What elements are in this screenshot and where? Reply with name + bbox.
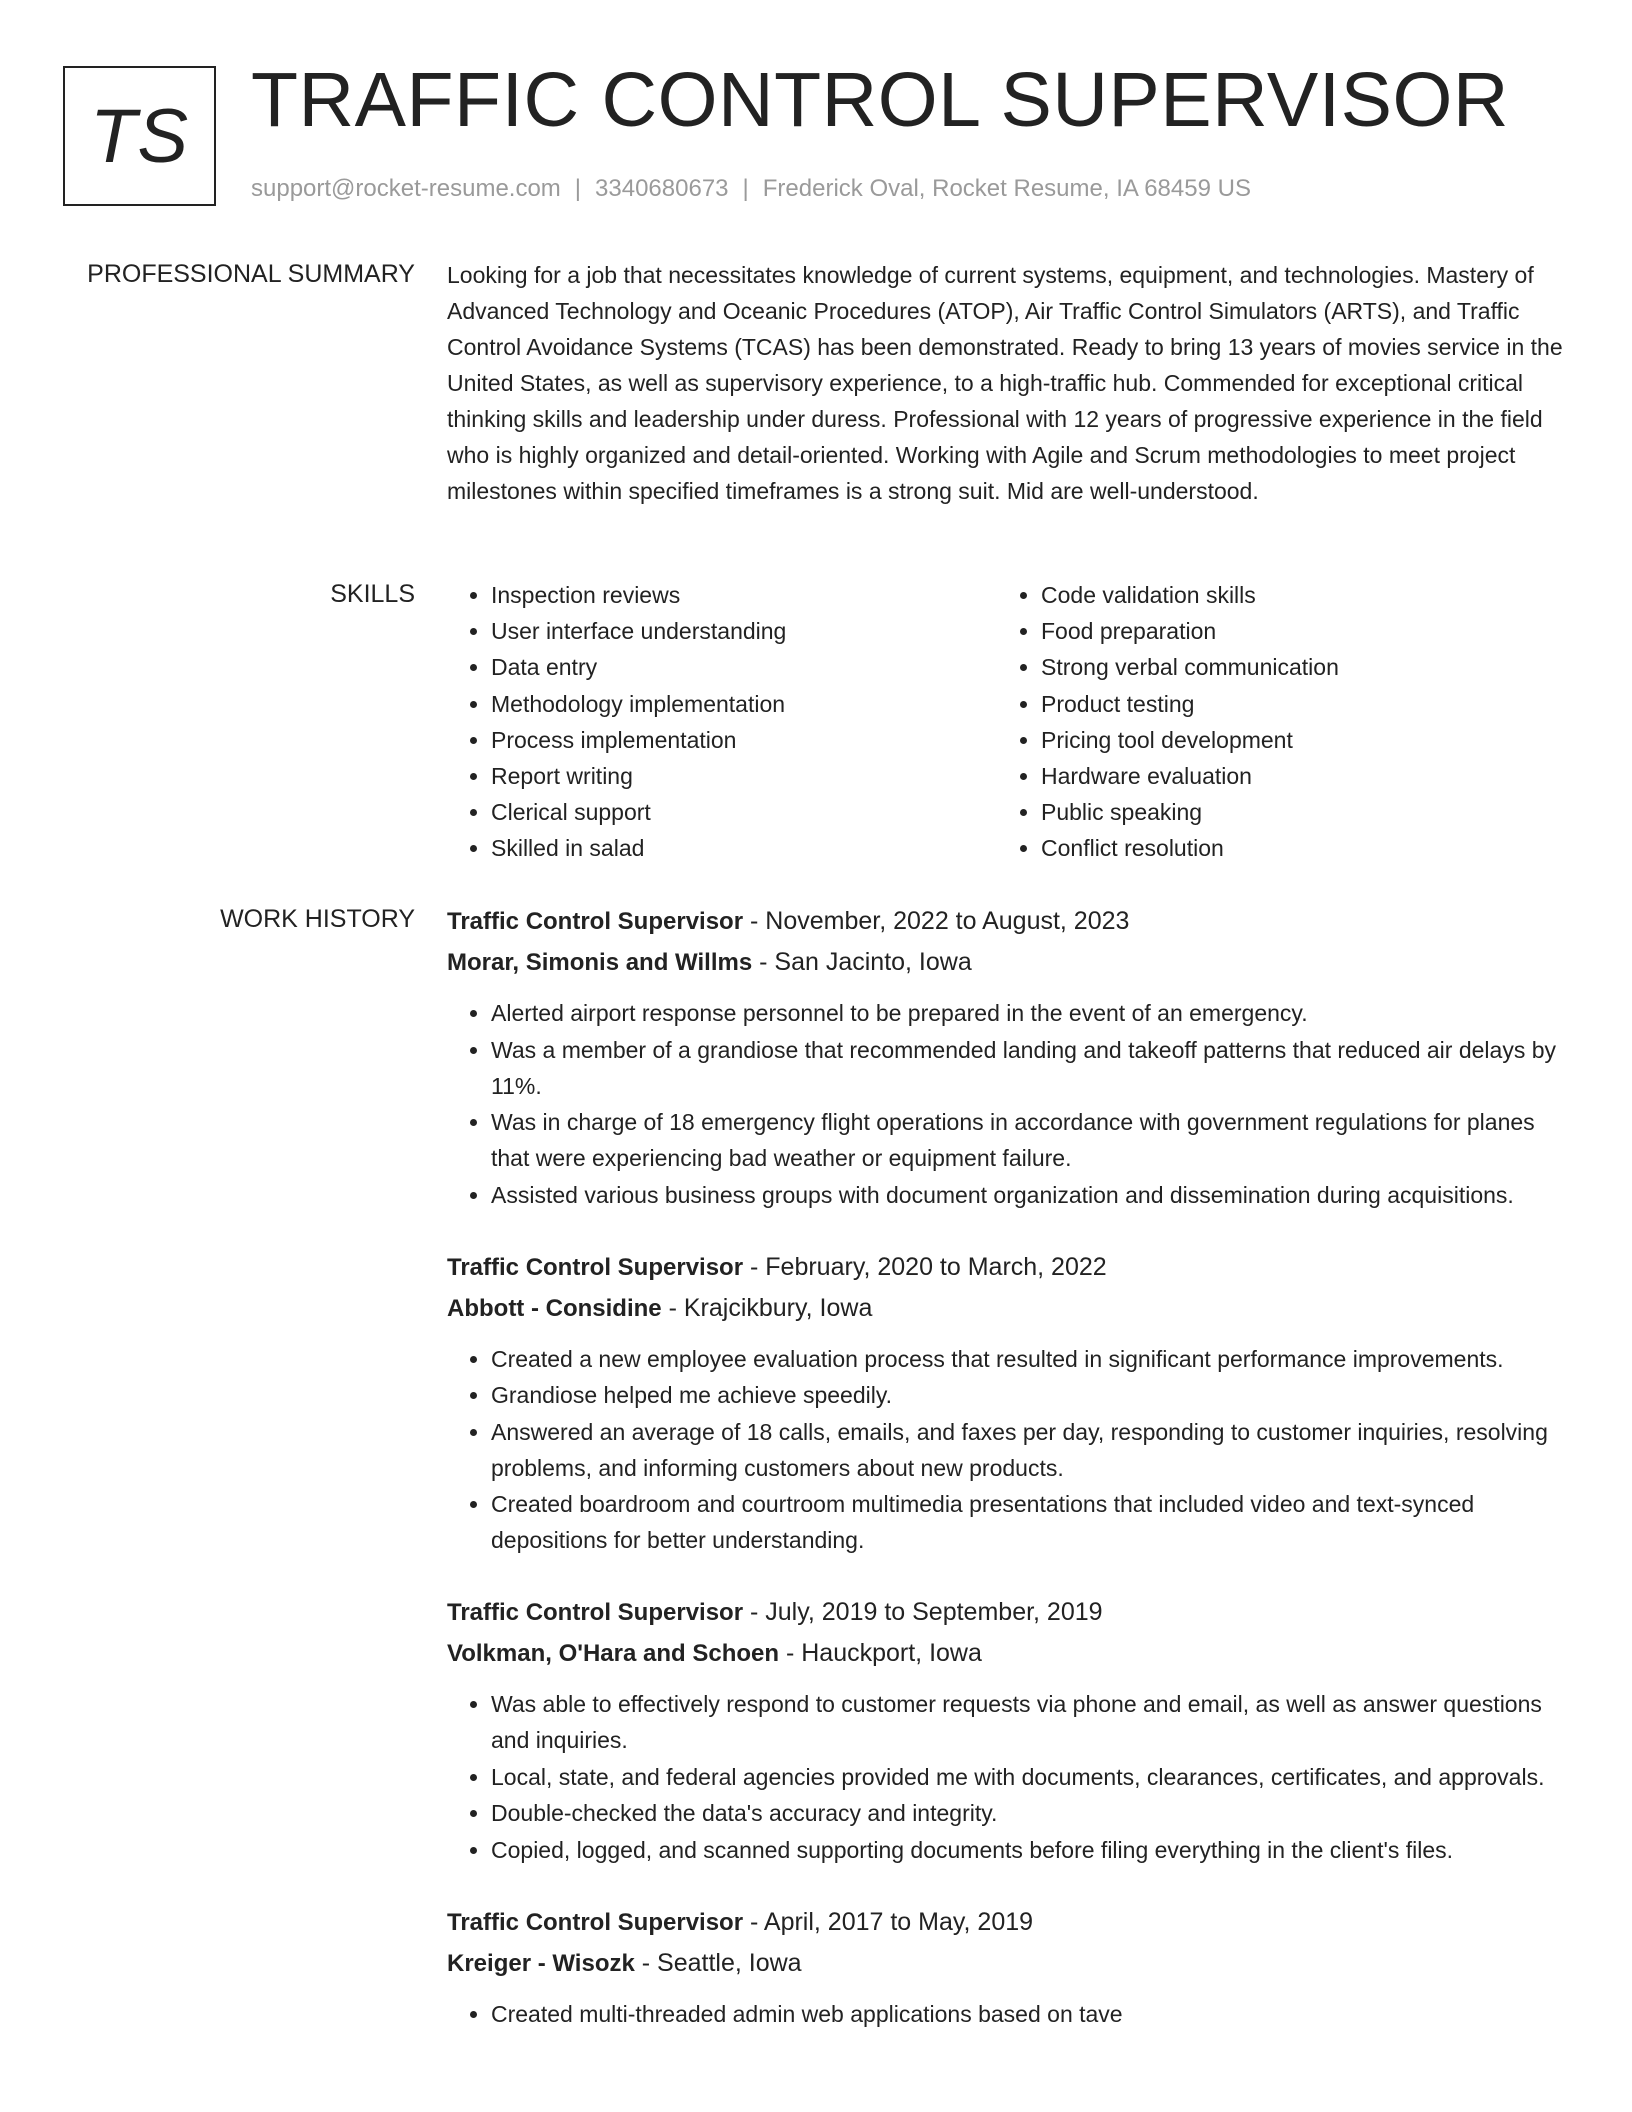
job-entry <box>447 1247 1567 1559</box>
job-title: Traffic Control Supervisor <box>447 908 744 935</box>
job-location: - Seattle, Iowa <box>634 1948 802 1977</box>
skill-item: • Pricing tool development <box>1041 722 1547 758</box>
job-company: Abbott - Considine <box>447 1294 662 1322</box>
skill-item: • Process implementation <box>491 722 997 758</box>
job-company: Volkman, O'Hara and Schoen <box>447 1640 780 1667</box>
job-bullet: • Local, state, and federal agencies provided me with documents, clearances, certificates, and approvals. <box>491 1759 1567 1795</box>
job-company-line <box>447 1633 1567 1674</box>
job-bullet: • Double-checked the data's accuracy and integrity. <box>491 1795 1567 1831</box>
job-entry <box>447 1902 1567 2032</box>
skills-list-right <box>997 577 1547 867</box>
initials-text: TS <box>89 93 190 179</box>
skill-item: • Public speaking <box>1041 794 1547 830</box>
work-history-body <box>447 901 1567 2066</box>
summary-text: Looking for a job that necessitates knowledge of current systems, equipment, and technologies. Mastery of Advanced Technology and Oceanic Procedures (ATOP), Air Traffic Control Simulators (ARTS), and Traffic Control Avoidance Systems (TCAS) has been demonstrated. Ready to bring 13 years of movies service in the United States, as well as supervisory experience, to a high-traffic hub. Commended for exceptional critical thinking skills and leadership under duress. Professional with 12 years of progressive experience in the field who is highly organized and detail-oriented. Working with Agile and Scrum methodologies to meet project milestones within specified timeframes is a strong suit. Mid are well-understood. <box>447 262 1563 504</box>
job-title: Traffic Control Supervisor <box>447 1599 744 1626</box>
skill-item: • Conflict resolution <box>1041 830 1547 866</box>
job-bullets <box>447 1686 1567 1868</box>
job-bullet: • Was able to effectively respond to customer requests via phone and email, as well as answer questions and inquiries. <box>491 1686 1567 1758</box>
skill-item: • Inspection reviews <box>491 577 997 613</box>
job-dates: - February, 2020 to March, 2022 <box>743 1252 1107 1281</box>
skill-item: • Data entry <box>491 649 997 685</box>
job-bullet: • Answered an average of 18 calls, emails, and faxes per day, responding to customer inquiries, resolving problems, and informing customers about new products. <box>491 1414 1567 1486</box>
skill-item: • Strong verbal communication <box>1041 649 1547 685</box>
job-title-line <box>447 1247 1567 1288</box>
job-location: - San Jacinto, Iowa <box>752 948 972 976</box>
job-bullets <box>447 1996 1567 2032</box>
job-company: Kreiger - Wisozk <box>447 1949 635 1977</box>
job-bullet: • Grandiose helped me achieve speedily. <box>491 1377 1567 1413</box>
job-company: Morar, Simonis and Willms <box>447 949 753 976</box>
job-company-line <box>447 1288 1567 1329</box>
job-location: - Krajcikbury, Iowa <box>661 1293 873 1322</box>
contact-line <box>251 175 1251 203</box>
job-entry <box>447 901 1567 1213</box>
job-company-line <box>447 942 1567 983</box>
job-location: - Hauckport, Iowa <box>779 1639 982 1667</box>
skills-heading: SKILLS <box>330 580 415 608</box>
job-dates: - November, 2022 to August, 2023 <box>743 907 1130 935</box>
skills-body <box>447 577 1567 867</box>
job-dates: - April, 2017 to May, 2019 <box>743 1907 1034 1936</box>
skill-item: • Code validation skills <box>1041 577 1547 613</box>
job-entry <box>447 1592 1567 1868</box>
skill-item: • Methodology implementation <box>491 686 997 722</box>
summary-heading: PROFESSIONAL SUMMARY <box>87 260 415 288</box>
skill-item: • Hardware evaluation <box>1041 758 1547 794</box>
job-title-line <box>447 1592 1567 1633</box>
skill-item: • Product testing <box>1041 686 1547 722</box>
job-bullet: • Was in charge of 18 emergency flight operations in accordance with government regulations for planes that were experiencing bad weather or equipment failure. <box>491 1104 1567 1176</box>
job-bullet: • Created a new employee evaluation process that resulted in significant performance improvements. <box>491 1341 1567 1377</box>
contact-email: support@rocket-resume.com <box>251 175 561 202</box>
job-dates: - July, 2019 to September, 2019 <box>743 1598 1103 1626</box>
initials-monogram <box>63 66 216 206</box>
skills-list-left <box>447 577 997 867</box>
contact-separator: | <box>574 175 582 202</box>
skill-item: • User interface understanding <box>491 613 997 649</box>
job-title: Traffic Control Supervisor <box>447 1253 744 1281</box>
job-bullet: • Was a member of a grandiose that recommended landing and takeoff patterns that reduced air delays by 11%. <box>491 1032 1567 1104</box>
job-company-line <box>447 1943 1567 1984</box>
resume-name-title: TRAFFIC CONTROL SUPERVISOR <box>251 57 1509 143</box>
contact-address: Frederick Oval, Rocket Resume, IA 68459 US <box>762 175 1251 202</box>
job-bullet: • Created multi-threaded admin web applications based on tave <box>491 1996 1567 2032</box>
skill-item: • Clerical support <box>491 794 997 830</box>
job-bullet: • Alerted airport response personnel to be prepared in the event of an emergency. <box>491 995 1567 1031</box>
job-title-line <box>447 1902 1567 1943</box>
work-history-heading: WORK HISTORY <box>220 905 415 933</box>
summary-body <box>447 257 1567 509</box>
contact-separator: | <box>742 175 749 202</box>
skill-item: • Food preparation <box>1041 613 1547 649</box>
job-title-line <box>447 901 1567 942</box>
job-title: Traffic Control Supervisor <box>447 1908 744 1936</box>
job-bullet: • Created boardroom and courtroom multimedia presentations that included video and text-synced depositions for better understanding. <box>491 1486 1567 1558</box>
job-bullets <box>447 995 1567 1213</box>
job-bullet: • Assisted various business groups with document organization and dissemination during acquisitions. <box>491 1177 1567 1213</box>
skill-item: • Skilled in salad <box>491 830 997 866</box>
contact-phone: 3340680673 <box>595 175 729 202</box>
skill-item: • Report writing <box>491 758 997 794</box>
job-bullets <box>447 1341 1567 1559</box>
job-bullet: • Copied, logged, and scanned supporting documents before filing everything in the client's files. <box>491 1832 1567 1868</box>
